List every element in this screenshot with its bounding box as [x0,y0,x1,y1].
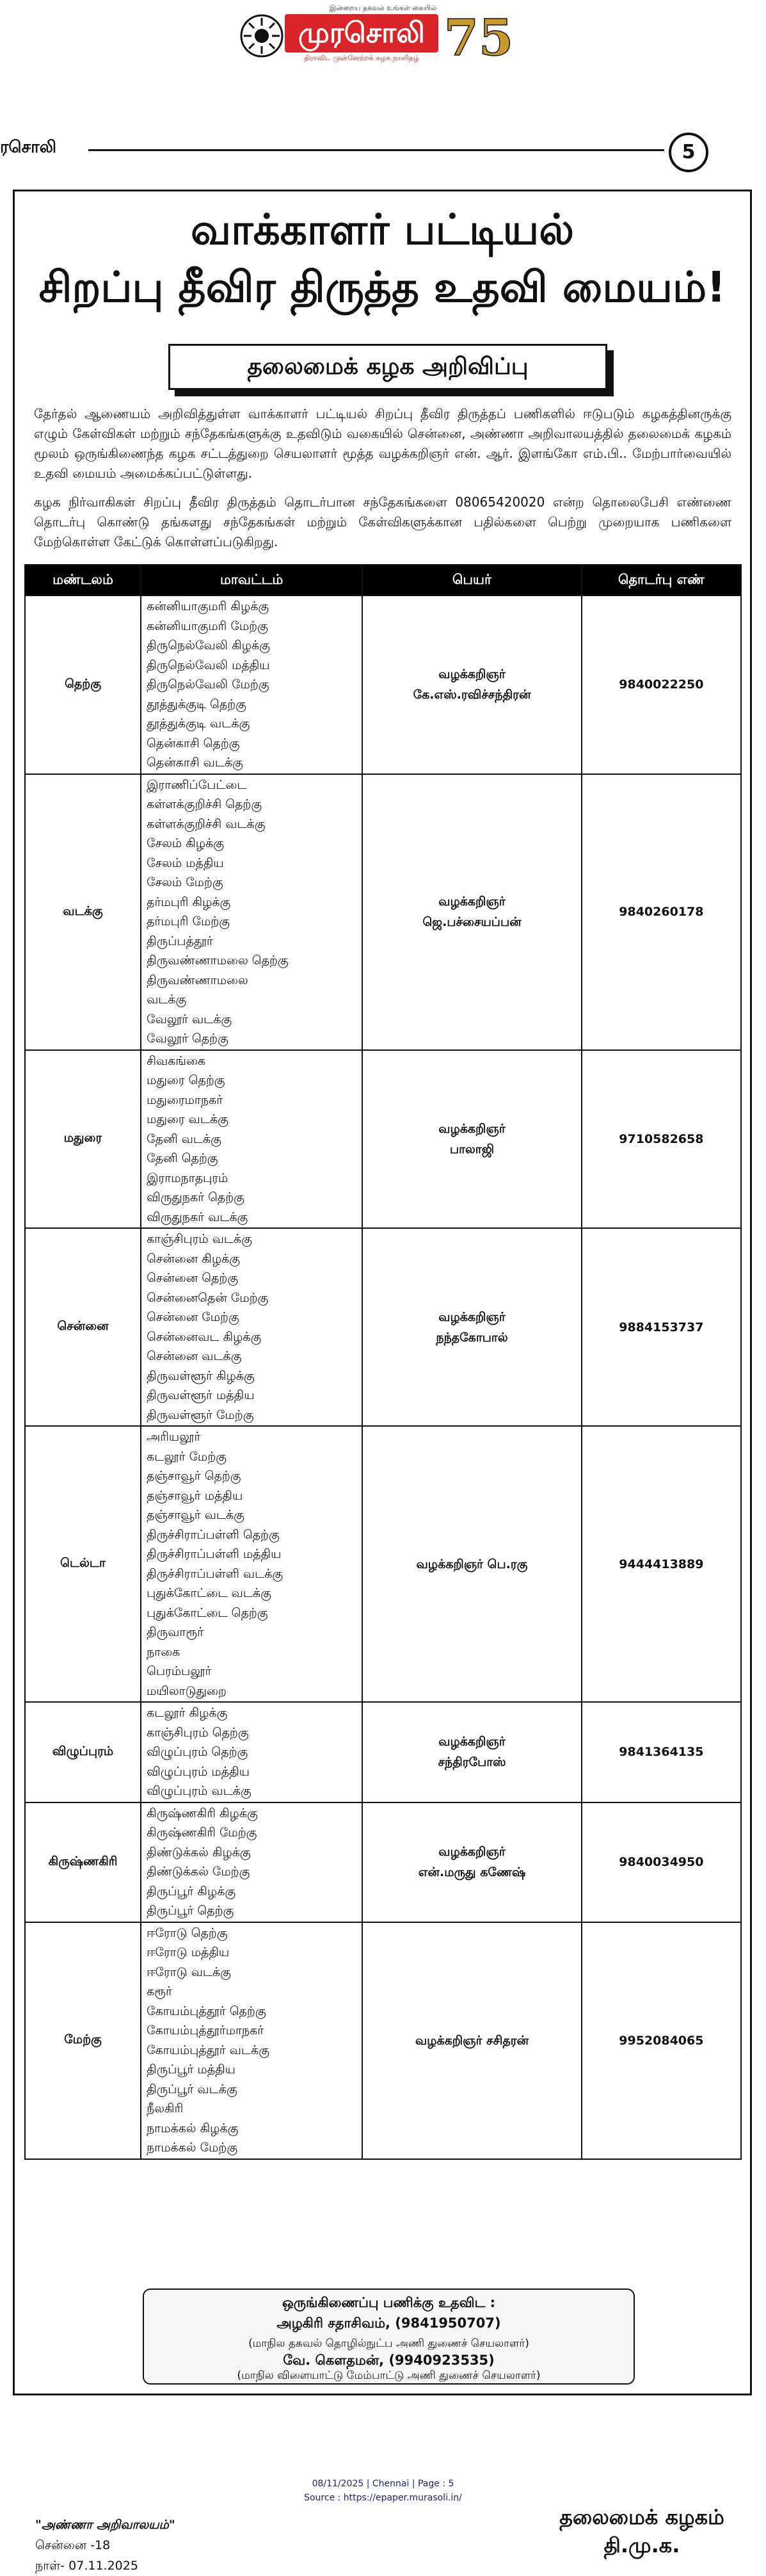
district-item: மதுரைமாநகர் [147,1092,223,1107]
zone-contact-table [24,564,742,2160]
district-item: கிருஷ்ணகிரி மேற்கு [147,1826,257,1840]
district-item: மதுரை வடக்கு [147,1112,228,1126]
newspaper-logo[interactable] [240,9,528,68]
page-footer-source-link[interactable]: Source : https://epaper.murasoli.in/ [304,2493,462,2503]
district-item: தேனி வடக்கு [147,1131,221,1146]
logo-subtitle: திராவிட முன்னேற்றக் கழக நாளிதழ் [304,54,419,62]
signature-line-2: தி.மு.க. [603,2533,680,2557]
phone-number-cell[interactable]: 9840260178 [582,774,741,1050]
advocate-title: வழக்கறிஞர் [438,667,506,682]
issue-place: "அண்ணா அறிவாலயம்" [35,2518,175,2532]
coordination-title: ஒருங்கிணைப்பு பணிக்கு உதவிட : [282,2295,495,2310]
anniversary-75-badge-icon [443,9,514,64]
advocate-name-cell [362,1802,581,1922]
phone-number-cell[interactable]: 9840022250 [582,595,741,774]
district-item: திண்டுக்கல் மேற்கு [147,1865,250,1879]
phone-number-cell[interactable]: 9884153737 [582,1228,741,1426]
district-item: தர்மபுரி மேற்கு [147,914,230,928]
district-item: மதுரை தெற்கு [147,1073,225,1087]
advocate-title: வழக்கறிஞர் சசிதரன் [415,2033,529,2048]
district-item: மயிலாடுதுறை [147,1683,227,1698]
district-item: திருநெல்வேலி மேற்கு [147,677,269,692]
district-item: விழுப்புரம் தெற்கு [147,1745,248,1759]
advocate-name-cell [362,774,581,1050]
district-item: நாமக்கல் மேற்கு [147,2141,238,2155]
district-item: கரூர் [147,1984,172,1998]
district-item: கள்ளக்குறிச்சி தெற்கு [147,797,262,811]
district-item: ஈரோடு மத்திய [147,1945,230,1959]
table-body [25,595,741,2159]
district-item: விருதுநகர் தெற்கு [147,1190,244,1204]
district-item: சென்னை தெற்கு [147,1271,239,1285]
header-phone: தொடர்பு எண் [582,565,741,595]
district-item: சென்னை மேற்கு [147,1310,239,1324]
phone-number-cell[interactable]: 9841364135 [582,1702,741,1802]
district-item: பெரம்பலூர் [147,1664,212,1678]
district-list-cell [141,1922,362,2159]
zone-cell: மதுரை [25,1050,141,1229]
masthead [0,0,766,77]
district-item: வடக்கு [147,992,187,1007]
district-list-cell [141,595,362,774]
issue-details [35,2515,175,2576]
header-zone: மண்டலம் [25,565,141,595]
advocate-name-cell [362,1426,581,1702]
district-item: ஈரோடு தெற்கு [147,1925,228,1940]
page-number-badge: 5 [669,133,708,172]
district-list-cell [141,1426,362,1702]
intro-paragraph: தேர்தல் ஆணையம் அறிவித்துள்ள வாக்காளர் பட்டியல் சிறப்பு தீவிர திருத்தப் பணிகளில் ஈடுபடும் கழகத்தினருக்கு எழும் கேள்விகள் மற்றும் சந்தேகங்களுக்கு உதவிடும் வகையில் சென்னை, அண்ணா அறிவாலயத்தில் தலைமைக் கழகம் மூலம் ஒருங்கிணைந்த கழக சட்டத்துறை செயலாளர் மூத்த வழக்கறிஞர் என். ஆர். இளங்கோ எம்.பி.. மேற்பார்வையில் உதவி மையம் அமைக்கப்பட்டுள்ளது. [34,406,731,481]
district-item: திருநெல்வேலி கிழக்கு [147,638,270,652]
district-item: சென்னைதென் மேற்கு [147,1290,269,1305]
district-item: தஞ்சாவூர் வடக்கு [147,1508,244,1522]
district-item: இராமநாதபுரம் [147,1171,228,1185]
signature-line-1: தலைமைக் கழகம் [559,2505,724,2529]
district-item: விருதுநகர் வடக்கு [147,1210,248,1224]
district-item: விழுப்புரம் வடக்கு [147,1784,251,1798]
advocate-title: வழக்கறிஞர் [438,1845,506,1859]
advocate-title: வழக்கறிஞர் பெ.ரகு [416,1557,528,1571]
district-item: கடலூர் மேற்கு [147,1449,227,1464]
runner-divider [88,149,664,151]
district-item: கன்னியாகுமரி மேற்கு [147,619,268,633]
table-row [25,1922,741,2159]
district-item: கோயம்புத்தூர்மாநகர் [147,2023,264,2037]
district-item: திருவள்ளூர் மத்திய [147,1388,255,1402]
phone-number-cell[interactable]: 9840034950 [582,1802,741,1922]
district-item: சிவகங்கை [147,1053,206,1068]
advocate-name-cell [362,1228,581,1426]
advocate-name-cell [362,1702,581,1802]
district-item: திருவாரூர் [147,1625,204,1639]
district-item: திருவள்ளூர் கிழக்கு [147,1368,255,1383]
district-item: தஞ்சாவூர் தெற்கு [147,1469,241,1483]
district-item: திருப்பூர் கிழக்கு [147,1884,236,1899]
district-item: சேலம் மத்திய [147,855,224,870]
district-item: கோயம்புத்தூர் தெற்கு [147,2004,266,2018]
helpline-paragraph: கழக நிர்வாகிகள் சிறப்பு தீவிர திருத்தம் தொடர்பான சந்தேகங்களை 08065420020 என்ற தொலைபேசி எண்ணை தொடர்பு கொண்டு தங்களது சந்தேகங்கள் மற்றும் கேள்விகளுக்கான பதில்களை பெற்று முறையாக பணிகளை மேற்கொள்ள கேட்டுக் கொள்ளப்படுகிறது. [34,494,731,549]
district-item: கள்ளக்குறிச்சி வடக்கு [147,816,266,831]
coordinator-1-role: (மாநில தகவல் தொழில்நுட்ப அணி துணைச் செயலாளர்) [248,2337,529,2350]
coordination-box [143,2288,635,2385]
page-runner [0,131,766,170]
district-item: புதுக்கோட்டை வடக்கு [147,1586,271,1600]
district-item: சென்னைவட கிழக்கு [147,1329,262,1344]
district-item: தூத்துக்குடி தெற்கு [147,697,246,711]
headline-line-1: வாக்காளர் பட்டியல் [190,205,575,254]
district-item: கன்னியாகுமரி கிழக்கு [147,599,269,613]
table-row [25,1050,741,1229]
logo-wordmark: முரசொலி [285,14,438,53]
district-item: திருப்பூர் மத்திய [147,2062,235,2077]
district-item: வேலூர் வடக்கு [147,1012,232,1026]
zone-cell: வடக்கு [25,774,141,1050]
phone-number-cell[interactable]: 9444413889 [582,1426,741,1702]
issue-city: சென்னை -18 [35,2538,111,2552]
district-item: சேலம் கிழக்கு [147,836,224,850]
coordinator-2: வே. கௌதமன், (9940923535) [283,2353,495,2368]
district-item: தஞ்சாவூர் மத்திய [147,1488,243,1503]
district-item: திருவண்ணாமலை தெற்கு [147,953,289,968]
table-row [25,774,741,1050]
district-item: தென்காசி வடக்கு [147,756,243,770]
district-item: திருச்சிராப்பள்ளி தெற்கு [147,1527,280,1542]
district-item: தேனி தெற்கு [147,1151,218,1165]
district-item: திருவள்ளூர் மேற்கு [147,1407,254,1422]
district-item: இராணிப்பேட்டை [147,777,247,792]
advocate-name: நந்தகோபால் [436,1330,508,1345]
advocate-name: சந்திரபோஸ் [438,1755,506,1770]
advocate-name: கே.எஸ்.ரவிச்சந்திரன் [413,688,531,702]
table-row [25,1426,741,1702]
district-item: தென்காசி தெற்கு [147,736,240,750]
district-list-cell [141,774,362,1050]
district-item: தர்மபுரி கிழக்கு [147,895,231,909]
zone-cell: சென்னை [25,1228,141,1426]
rising-sun-emblem-icon [240,14,283,58]
masthead-tagline: இன்றைய தகவல் உங்கள் கையில் [329,4,437,12]
district-list-cell [141,1802,362,1922]
header-name: பெயர் [362,565,581,595]
notice-title-box: தலைமைக் கழக அறிவிப்பு [168,344,607,390]
zone-cell: டெல்டா [25,1426,141,1702]
signature-block [552,2503,731,2559]
advocate-title: வழக்கறிஞர் [438,1309,506,1324]
district-item: நாகை [147,1644,180,1659]
district-item: புதுக்கோட்டை தெற்கு [147,1605,268,1620]
zone-cell: மேற்கு [25,1922,141,2159]
table-row [25,1228,741,1426]
district-item: திருநெல்வேலி மத்திய [147,658,270,672]
headline-line-2: சிறப்பு தீவிர திருத்த உதவி மையம்! [38,263,726,312]
district-list-cell [141,1228,362,1426]
page-footer-date: 08/11/2025 | Chennai | Page : 5 [312,2479,454,2489]
district-item: கோயம்புத்தூர் வடக்கு [147,2043,269,2057]
district-item: அரியலூர் [147,1430,201,1444]
district-item: கிருஷ்ணகிரி கிழக்கு [147,1806,258,1820]
page-footer [0,2477,766,2505]
advocate-name: என்.மருது கணேஷ் [418,1865,526,1879]
advocate-name-cell [362,595,581,774]
coordinator-2-role: (மாநில விளையாட்டு மேம்பாட்டு அணி துணைச் செயலாளர்) [237,2369,541,2382]
advocate-title: வழக்கறிஞர் [438,1735,506,1749]
district-list-cell [141,1050,362,1229]
district-item: ஈரோடு வடக்கு [147,1964,231,1979]
district-item: திருப்பூர் தெற்கு [147,1904,234,1918]
district-item: காஞ்சிபுரம் வடக்கு [147,1232,252,1246]
header-district: மாவட்டம் [141,565,362,595]
district-item: திருச்சிராப்பள்ளி வடக்கு [147,1566,283,1581]
issue-date: நாள்- 07.11.2025 [35,2559,138,2573]
advocate-title: வழக்கறிஞர் [438,1121,506,1136]
advocate-name-cell [362,1050,581,1229]
coordinator-1: அழகிரி சதாசிவம், (9841950707) [276,2315,501,2331]
district-item: நாமக்கல் கிழக்கு [147,2121,239,2135]
table-row [25,1802,741,1922]
table-header-row [25,565,741,595]
district-item: காஞ்சிபுரம் தெற்கு [147,1725,249,1740]
advocate-name: பாலாஜி [449,1142,495,1156]
district-item: கடலூர் கிழக்கு [147,1706,228,1720]
district-item: சென்னை வடக்கு [147,1349,242,1363]
zone-cell: தெற்கு [25,595,141,774]
district-item: திருப்பூர் வடக்கு [147,2082,237,2096]
table-row [25,595,741,774]
zone-cell: கிருஷ்ணகிரி [25,1802,141,1922]
district-item: சேலம் மேற்கு [147,875,223,889]
district-item: திருப்பத்தூர் [147,934,213,948]
zone-cell: விழுப்புரம் [25,1702,141,1802]
runner-paper-name: ரசொலி [0,138,57,157]
advocate-name-cell [362,1922,581,2159]
phone-number-cell[interactable]: 9710582658 [582,1050,741,1229]
anniversary-number: 75 [443,9,514,64]
district-list-cell [141,1702,362,1802]
district-item: விழுப்புரம் மத்திய [147,1764,250,1779]
district-item: திருச்சிராப்பள்ளி மத்திய [147,1547,282,1561]
district-item: திருவண்ணாமலை [147,973,248,987]
district-item: நீலகிரி [147,2102,184,2116]
district-item: சென்னை கிழக்கு [147,1251,241,1266]
district-item: திண்டுக்கல் கிழக்கு [147,1845,251,1859]
phone-number-cell[interactable]: 9952084065 [582,1922,741,2159]
table-row [25,1702,741,1802]
advocate-title: வழக்கறிஞர் [438,895,506,909]
advocate-name: ஜெ.பச்சையப்பன் [422,915,522,929]
district-item: தூத்துக்குடி வடக்கு [147,717,250,731]
district-item: வேலூர் தெற்கு [147,1032,228,1046]
